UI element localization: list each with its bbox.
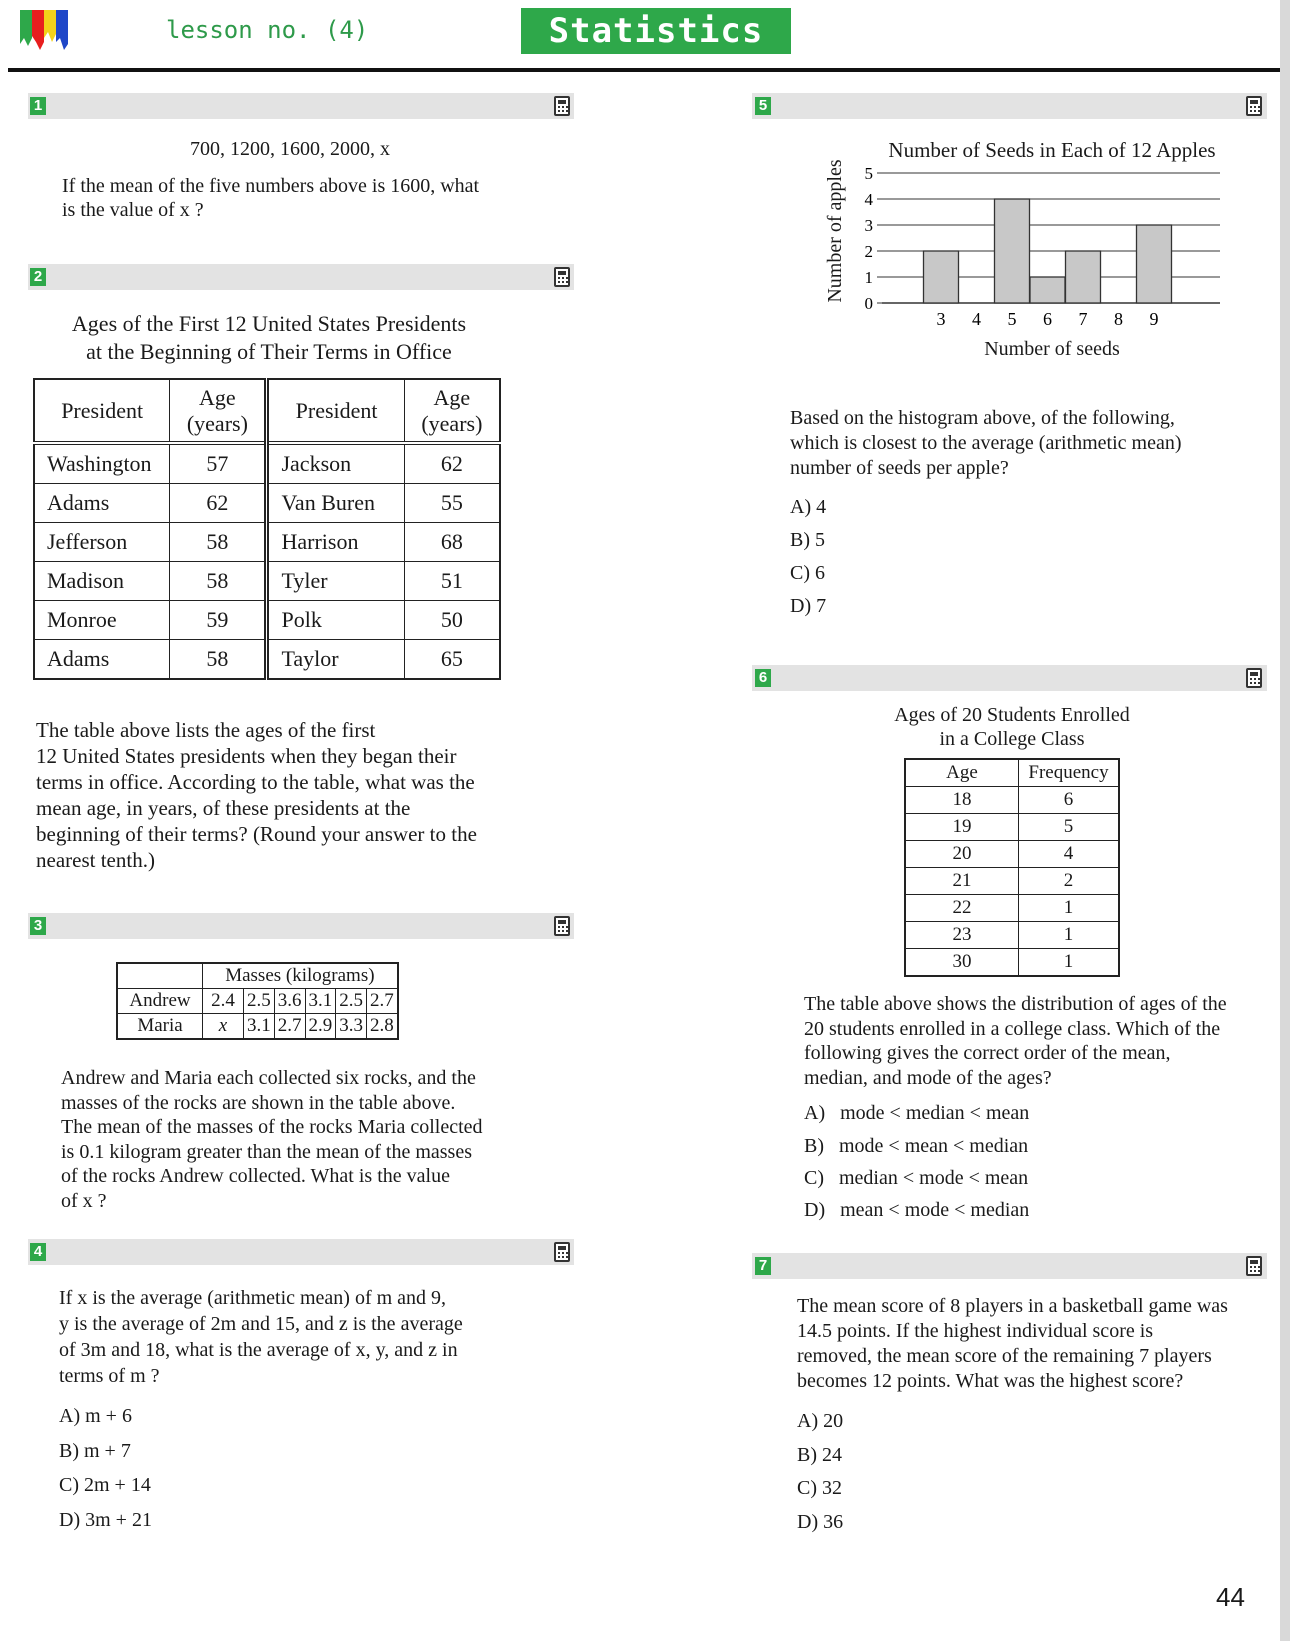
table-row [905, 787, 1119, 814]
president-age: 55 [404, 484, 500, 523]
q5-choice-d[interactable]: D) 7 [790, 595, 827, 617]
col-president: President [34, 379, 170, 443]
y-tick-label: 1 [864, 268, 873, 287]
calculator-icon [1246, 96, 1262, 116]
q2-title-line: Ages of the First 12 United States Presidents [71, 311, 467, 336]
mass-cell: 2.8 [367, 1014, 398, 1040]
president-name: Van Buren [267, 484, 404, 523]
q7-text-line: becomes 12 points. What was the highest score? [797, 1370, 1184, 1392]
q4-text-line: y is the average of 2m and 15, and z is the average [59, 1313, 463, 1335]
table-row [905, 949, 1119, 977]
mass-cell: 2.7 [274, 1014, 305, 1040]
col-age-unit: (years) [421, 410, 483, 436]
q2-text-line: 12 United States presidents when they began their [36, 744, 457, 768]
table-row [34, 640, 500, 680]
q6-choice-c[interactable]: C) median < mode < mean [804, 1167, 1029, 1189]
col-age [404, 379, 500, 443]
question-2-number: 2 [30, 268, 46, 286]
table-row [117, 1014, 398, 1040]
q7-choice-b[interactable]: B) 24 [797, 1444, 842, 1466]
q2-table-title [36, 310, 502, 366]
masses-header: Masses (kilograms) [203, 963, 398, 989]
q4-question-text [59, 1285, 463, 1389]
x-tick-label: 3 [936, 309, 946, 329]
q7-choice-c[interactable]: C) 32 [797, 1477, 842, 1499]
q6-question-text [804, 992, 1227, 1090]
table-header-row [905, 759, 1119, 787]
q2-question-text [36, 717, 477, 873]
q1-text-line: If the mean of the five numbers above is 1600, what [62, 175, 480, 197]
mass-cell: x [203, 1014, 244, 1040]
empty-cell [117, 963, 203, 989]
president-age: 65 [404, 640, 500, 680]
q3-question-text [61, 1066, 483, 1213]
frequency-cell: 2 [1019, 868, 1120, 895]
histogram-bar [995, 199, 1030, 303]
table-row [905, 895, 1119, 922]
president-age: 59 [170, 601, 267, 640]
age-cell: 22 [905, 895, 1019, 922]
row-label: Andrew [117, 989, 203, 1014]
president-name: Polk [267, 601, 404, 640]
ages-frequency-table [904, 758, 1120, 977]
q6-text-line: 20 students enrolled in a college class. Which of the [804, 1017, 1221, 1040]
question-6-number: 6 [755, 669, 771, 687]
q3-text-line: masses of the rocks are shown in the table above. [61, 1091, 456, 1114]
president-name: Monroe [34, 601, 170, 640]
president-name: Taylor [267, 640, 404, 680]
q2-title-line: at the Beginning of Their Terms in Office [86, 339, 452, 364]
table-row [905, 922, 1119, 949]
president-age: 62 [170, 484, 267, 523]
q6-title-line: in a College Class [939, 728, 1085, 750]
chart-x-label: Number of seeds [984, 338, 1120, 360]
table-header-row [34, 379, 500, 443]
age-cell: 20 [905, 841, 1019, 868]
y-tick-label: 5 [864, 164, 873, 183]
subject-title: Statistics [521, 8, 791, 54]
question-6-bar [752, 665, 1267, 691]
table-row [34, 562, 500, 601]
q5-choice-c[interactable]: C) 6 [790, 562, 825, 584]
president-age: 50 [404, 601, 500, 640]
q3-text-line: of x ? [61, 1189, 107, 1212]
col-president: President [267, 379, 404, 443]
q7-choice-d[interactable]: D) 36 [797, 1511, 844, 1533]
col-age: Age [905, 759, 1019, 787]
president-age: 58 [170, 562, 267, 601]
q7-text-line: The mean score of 8 players in a basketball game was [797, 1295, 1228, 1317]
x-tick-label: 8 [1114, 309, 1123, 329]
calculator-icon [554, 96, 570, 116]
q4-text-line: of 3m and 18, what is the average of x, y, and z in [59, 1339, 458, 1361]
y-tick-label: 0 [864, 294, 873, 313]
histogram-bar [1137, 225, 1172, 303]
q5-question-text [790, 406, 1182, 481]
x-tick-label: 6 [1043, 309, 1052, 329]
page-number: 44 [1216, 1582, 1245, 1612]
age-cell: 19 [905, 814, 1019, 841]
mass-cell: 3.3 [336, 1014, 367, 1040]
president-name: Adams [34, 484, 170, 523]
row-label: Maria [117, 1014, 203, 1040]
q5-choice-a[interactable]: A) 4 [790, 496, 827, 518]
table-row [905, 868, 1119, 895]
chart-y-label: Number of apples [824, 159, 846, 303]
question-1-number: 1 [30, 97, 46, 115]
calculator-icon [554, 916, 570, 936]
q2-text-line: beginning of their terms? (Round your answer to the [36, 822, 477, 846]
president-age: 58 [170, 523, 267, 562]
q4-choice-c[interactable]: C) 2m + 14 [59, 1474, 151, 1496]
mass-cell: 3.6 [274, 989, 305, 1014]
table-row [34, 484, 500, 523]
histogram-bar [924, 251, 959, 303]
q4-text-line: terms of m ? [59, 1365, 160, 1387]
q6-choice-d[interactable]: D) mean < mode < median [804, 1199, 1030, 1221]
question-3-bar [28, 913, 574, 939]
table-row [34, 443, 500, 484]
question-5-number: 5 [755, 97, 771, 115]
histogram-bar [1066, 251, 1101, 303]
seeds-histogram [820, 133, 1240, 363]
q3-text-line: is 0.1 kilogram greater than the mean of the masses [61, 1140, 472, 1163]
frequency-cell: 1 [1019, 922, 1120, 949]
mass-cell: 2.5 [244, 989, 275, 1014]
president-name: Harrison [267, 523, 404, 562]
q6-choice-b[interactable]: B) mode < mean < median [804, 1135, 1029, 1157]
y-tick-label: 3 [864, 216, 873, 235]
q6-table-title [862, 703, 1162, 751]
president-age: 58 [170, 640, 267, 680]
calculator-icon [1246, 668, 1262, 688]
mass-cell: 2.5 [336, 989, 367, 1014]
table-row [905, 814, 1119, 841]
age-cell: 30 [905, 949, 1019, 977]
table-row [905, 841, 1119, 868]
q2-text-line: terms in office. According to the table, what was the [36, 770, 475, 794]
frequency-cell: 1 [1019, 949, 1120, 977]
q7-text-line: removed, the mean score of the remaining 7 players [797, 1345, 1212, 1367]
q7-choice-a[interactable]: A) 20 [797, 1410, 844, 1432]
header-rule [8, 68, 1280, 72]
x-tick-label: 7 [1078, 309, 1088, 329]
question-5-bar [752, 93, 1267, 119]
q6-title-line: Ages of 20 Students Enrolled [894, 704, 1130, 726]
x-tick-label: 4 [972, 309, 981, 329]
col-age [170, 379, 267, 443]
question-4-bar [28, 1239, 574, 1265]
q6-text-line: The table above shows the distribution of ages of the [804, 993, 1227, 1015]
color-splash-logo [18, 8, 70, 52]
president-name: Madison [34, 562, 170, 601]
q2-text-line: nearest tenth.) [36, 848, 155, 872]
mass-cell: 3.1 [305, 989, 336, 1014]
frequency-cell: 4 [1019, 841, 1120, 868]
mass-cell: 2.9 [305, 1014, 336, 1040]
q4-text-line: If x is the average (arithmetic mean) of m and 9, [59, 1287, 447, 1309]
q3-text-line: of the rocks Andrew collected. What is the value [61, 1165, 450, 1187]
histogram-bar [1030, 277, 1065, 303]
president-age: 51 [404, 562, 500, 601]
table-header-row [117, 963, 398, 989]
table-row [117, 989, 398, 1014]
question-7-number: 7 [755, 1257, 771, 1275]
q6-text-line: median, and mode of the ages? [804, 1066, 1052, 1089]
calculator-icon [554, 267, 570, 287]
president-age: 68 [404, 523, 500, 562]
question-7-bar [752, 1253, 1267, 1279]
chart-title: Number of Seeds in Each of 12 Apples [888, 138, 1216, 162]
question-4-number: 4 [30, 1243, 46, 1261]
q5-text-line: Based on the histogram above, of the following, [790, 407, 1175, 429]
q3-text-line: Andrew and Maria each collected six rocks, and the [61, 1067, 476, 1089]
q5-choice-b[interactable]: B) 5 [790, 529, 825, 551]
mass-cell: 3.1 [244, 1014, 275, 1040]
table-row [34, 523, 500, 562]
lesson-number: lesson no. (4) [166, 16, 369, 44]
mass-cell: 2.7 [367, 989, 398, 1014]
question-1-bar [28, 93, 574, 119]
q5-text-line: number of seeds per apple? [790, 457, 1009, 479]
q4-choice-b[interactable]: B) m + 7 [59, 1440, 131, 1462]
q2-text-line: mean age, in years, of these presidents at the [36, 796, 411, 820]
calculator-icon [554, 1242, 570, 1262]
question-2-bar [28, 264, 574, 290]
x-tick-label: 9 [1149, 309, 1159, 329]
frequency-cell: 1 [1019, 895, 1120, 922]
col-frequency: Frequency [1019, 759, 1120, 787]
q6-choice-a[interactable]: A) mode < median < mean [804, 1102, 1030, 1124]
frequency-cell: 6 [1019, 787, 1120, 814]
mass-cell: 2.4 [203, 989, 244, 1014]
col-age-label: Age [433, 384, 471, 410]
age-cell: 21 [905, 868, 1019, 895]
masses-table [116, 962, 399, 1040]
y-tick-label: 4 [864, 190, 873, 209]
col-age-unit: (years) [186, 410, 248, 436]
q1-text-line: is the value of x ? [62, 199, 204, 221]
frequency-cell: 5 [1019, 814, 1120, 841]
president-name: Tyler [267, 562, 404, 601]
q7-question-text [797, 1294, 1228, 1394]
q7-text-line: 14.5 points. If the highest individual score is [797, 1320, 1154, 1342]
q4-choice-a[interactable]: A) m + 6 [59, 1405, 132, 1427]
president-name: Adams [34, 640, 170, 680]
age-cell: 18 [905, 787, 1019, 814]
presidents-table [33, 378, 501, 680]
president-age: 62 [404, 443, 500, 484]
q4-choice-d[interactable]: D) 3m + 21 [59, 1509, 152, 1531]
q6-text-line: following gives the correct order of the mean, [804, 1042, 1171, 1064]
table-row [34, 601, 500, 640]
y-tick-label: 2 [864, 242, 873, 261]
president-name: Jefferson [34, 523, 170, 562]
president-age: 57 [170, 443, 267, 484]
question-3-number: 3 [30, 917, 46, 935]
col-age-label: Age [199, 384, 236, 410]
x-tick-label: 5 [1007, 309, 1017, 329]
q2-text-line: The table above lists the ages of the first [36, 718, 376, 742]
q1-number-list: 700, 1200, 1600, 2000, x [190, 138, 390, 160]
president-name: Washington [34, 443, 170, 484]
age-cell: 23 [905, 922, 1019, 949]
q5-text-line: which is closest to the average (arithmetic mean) [790, 432, 1182, 454]
q3-text-line: The mean of the masses of the rocks Maria collected [61, 1116, 483, 1138]
calculator-icon [1246, 1256, 1262, 1276]
president-name: Jackson [267, 443, 404, 484]
